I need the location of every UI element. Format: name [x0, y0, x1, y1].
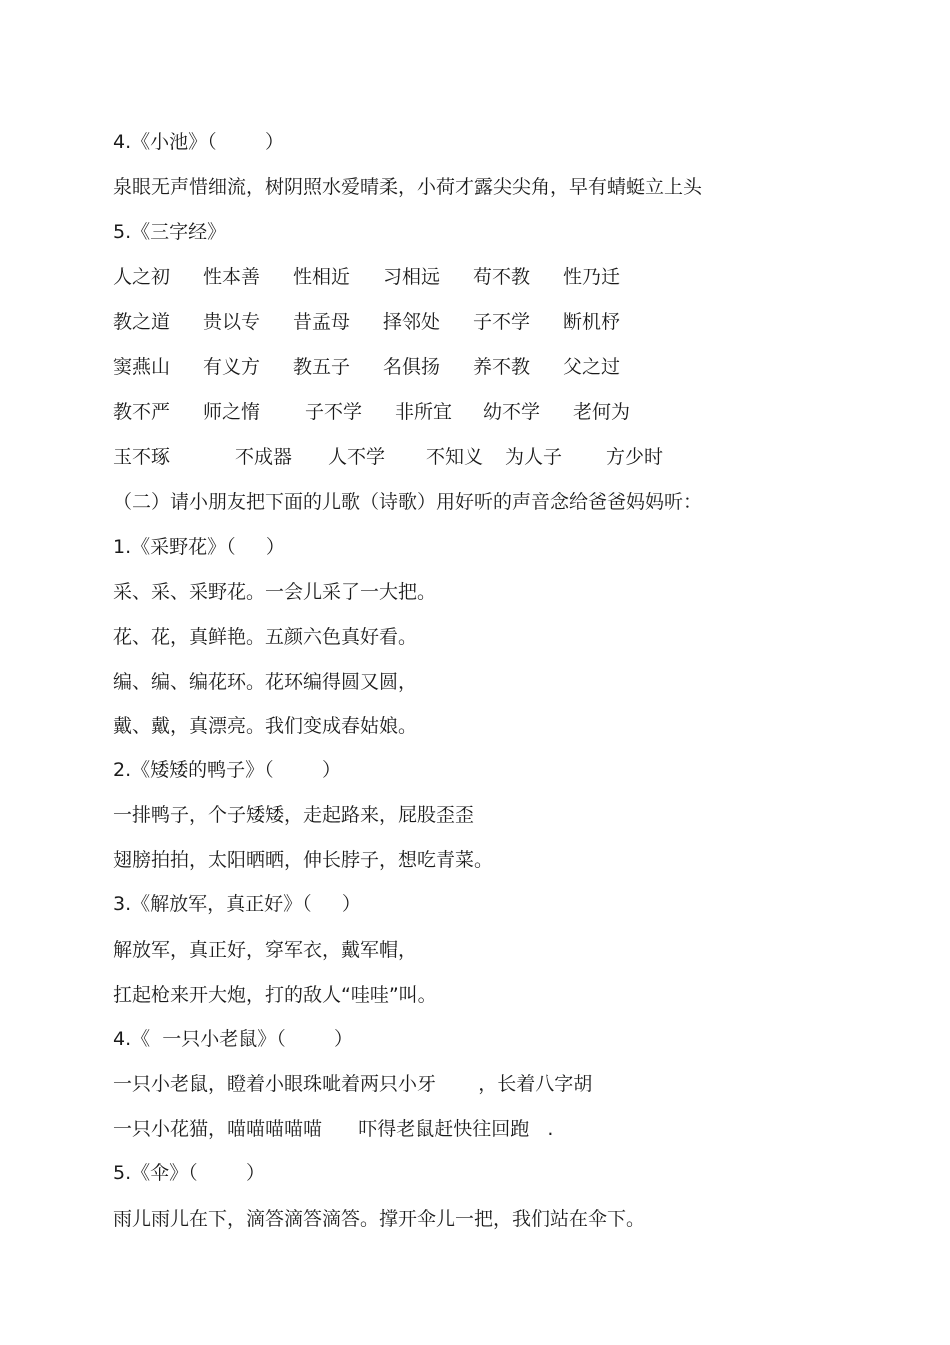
sanzijing-phrase: 名俱扬: [383, 356, 441, 378]
sanzijing-phrase: 子不学: [473, 311, 531, 333]
sanzijing-phrase: 性乃迁: [563, 266, 621, 288]
sanzijing-phrase: 方少时: [606, 446, 664, 468]
poem-line: 花、花，真鲜艳。五颜六色真好看。: [113, 626, 418, 648]
sanzijing-phrase: 性本善: [203, 266, 261, 288]
sanzijing-phrase: 父之过: [563, 356, 621, 378]
sanzijing-phrase: 教不严: [113, 401, 171, 423]
sanzijing-phrase: 师之惰: [203, 401, 261, 423]
sanzijing-row: [113, 400, 733, 424]
poem-title-caiyehua: 1.《采野花》（ ）: [113, 536, 285, 558]
sanzijing-phrase: 不成器: [235, 446, 293, 468]
poem-title-yizhixiaolaoshu: 4.《 一只小老鼠》（ ）: [113, 1028, 354, 1050]
sanzijing-row: [113, 445, 733, 469]
poem-line: 解放军，真正好，穿军衣，戴军帽，: [113, 939, 418, 961]
sanzijing-row: [113, 265, 733, 289]
poem-line: 一排鸭子，个子矮矮，走起路来，屁股歪歪: [113, 804, 475, 826]
sanzijing-phrase: 不知义: [426, 446, 484, 468]
sanzijing-phrase: 养不教: [473, 356, 531, 378]
poem-line: 一只小花猫，喵喵喵喵喵 吓得老鼠赶快往回跑 .: [113, 1118, 554, 1140]
sanzijing-phrase: 择邻处: [383, 311, 441, 333]
poem-title-aiaideyazi: 2.《矮矮的鸭子》（ ）: [113, 759, 341, 781]
sanzijing-row: [113, 355, 733, 379]
sanzijing-phrase: 有义方: [203, 356, 261, 378]
poem-line: 戴、戴，真漂亮。我们变成春姑娘。: [113, 715, 418, 737]
poem-line: 采、采、采野花。一会儿采了一大把。: [113, 581, 437, 603]
poem-title-jiefangjun: 3.《解放军，真正好》（ ）: [113, 893, 361, 915]
poem-title-xiaochi: 4.《小池》（ ）: [113, 131, 284, 153]
sanzijing-phrase: 教五子: [293, 356, 351, 378]
poem-line: 编、编、编花环。花环编得圆又圆，: [113, 671, 418, 693]
sanzijing-phrase: 习相远: [383, 266, 441, 288]
poem-line: 雨儿雨儿在下，滴答滴答滴答。撑开伞儿一把，我们站在伞下。: [113, 1208, 646, 1230]
poem-line: 翅膀拍拍，太阳晒晒，伸长脖子，想吃青菜。: [113, 849, 494, 871]
sanzijing-phrase: 教之道: [113, 311, 171, 333]
poem-line: 泉眼无声惜细流，树阴照水爱晴柔，小荷才露尖尖角，早有蜻蜓立上头: [113, 176, 703, 198]
sanzijing-phrase: 苟不教: [473, 266, 531, 288]
sanzijing-phrase: 非所宜: [395, 401, 453, 423]
text-title-sanzijing: 5.《三字经》: [113, 221, 227, 243]
sanzijing-phrase: 人之初: [113, 266, 171, 288]
sanzijing-phrase: 子不学: [305, 401, 363, 423]
poem-title-san: 5.《伞》（ ）: [113, 1162, 265, 1184]
sanzijing-phrase: 为人子: [505, 446, 563, 468]
sanzijing-row: [113, 310, 733, 334]
section-heading-2: （二）请小朋友把下面的儿歌（诗歌）用好听的声音念给爸爸妈妈听：: [113, 491, 703, 513]
sanzijing-phrase: 贵以专: [203, 311, 261, 333]
sanzijing-phrase: 断机杼: [563, 311, 621, 333]
sanzijing-phrase: 幼不学: [483, 401, 541, 423]
sanzijing-phrase: 性相近: [293, 266, 351, 288]
sanzijing-phrase: 昔孟母: [293, 311, 351, 333]
sanzijing-phrase: 人不学: [328, 446, 386, 468]
sanzijing-phrase: 窦燕山: [113, 356, 171, 378]
poem-line: 一只小老鼠，瞪着小眼珠呲着两只小牙 ，长着八字胡: [113, 1073, 593, 1095]
sanzijing-phrase: 玉不琢: [113, 446, 171, 468]
poem-line: 扛起枪来开大炮，打的敌人“哇哇”叫。: [113, 984, 437, 1006]
sanzijing-phrase: 老何为: [573, 401, 631, 423]
